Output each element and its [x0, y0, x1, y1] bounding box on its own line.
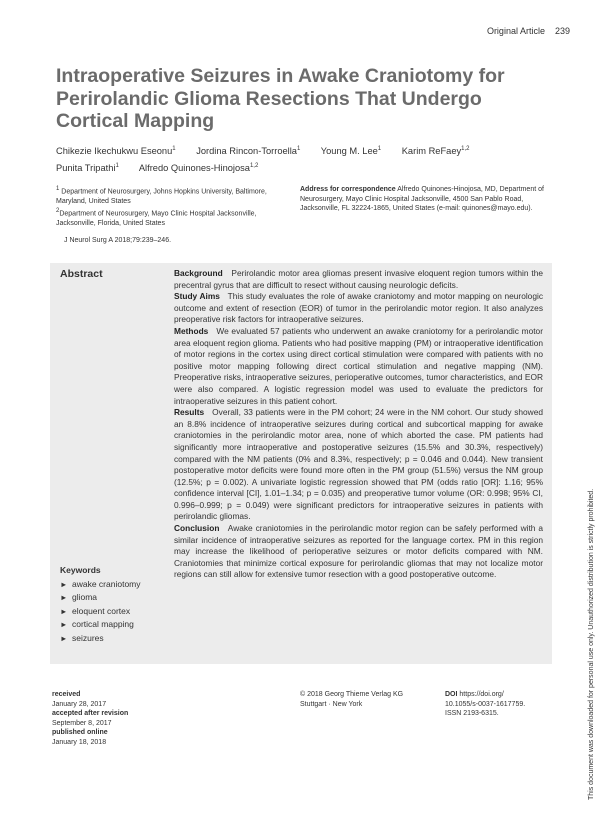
keywords-heading: Keywords	[60, 565, 101, 575]
correspondence-text: Alfredo Quinones-Hinojosa, MD, Department of Neurosurgery, Mayo Clinic Hospital Jacksonville, 4500 San Pablo Road, Jacksonville, FL 32224-1865, United States (e-mail: quinones@mayo.edu).	[300, 186, 544, 212]
doi-link[interactable]: https://doi.org/	[459, 691, 504, 698]
author: Jordina Rincon-Torroella$^1$	[196, 146, 301, 157]
author: Punita Tripathi$^1$	[56, 163, 119, 174]
affiliation-1: $^1$ Department of Neurosurgery, Johns Hopkins University, Baltimore, Maryland, United States	[56, 186, 267, 205]
bullet-arrow-icon: ►	[60, 620, 68, 629]
bullet-arrow-icon: ►	[60, 606, 68, 616]
bullet-arrow-icon: ►	[60, 579, 68, 589]
keyword-item: ► cortical mapping	[60, 618, 170, 632]
abstract-body	[174, 268, 543, 581]
author: Chikezie Ikechukwu Eseonu$^1$	[56, 146, 176, 157]
author: Alfredo Quinones-Hinojosa$^{1,2}$	[138, 163, 259, 174]
article-title: Intraoperative Seizures in Awake Craniotomy for Perirolandic Glioma Resections That Undergo Cortical Mapping	[56, 65, 505, 132]
keyword-item: ► seizures	[60, 632, 170, 646]
article-dates: received January 28, 2017 accepted after revision September 8, 2017 published online January 18, 2018	[52, 691, 129, 746]
keywords	[60, 564, 170, 645]
citation: J Neurol Surg A 2018;79:239–246.	[64, 237, 172, 244]
keyword-item: ► awake craniotomy	[60, 578, 170, 592]
abstract-methods: Methods We evaluated 57 patients who underwent an awake craniotomy for a perirolandic motor area eloquent region glioma. Patients who had positive mapping (PM) or intraoperative identification of motor regions in the cortex using direct cortical stimulation were compared with patients with no positive motor mapping following direct cortical stimulation and negative mapping (NM). Preoperative risks, intraoperative seizures, perioperative outcomes, tumor characteristics, and EOR were also compared. A logistic regression model was used to evaluate the predictors for intraoperative seizures in this patient cohort.	[174, 325, 543, 406]
affiliation-2: $^2$Department of Neurosurgery, Mayo Clinic Hospital Jacksonville, Jacksonville, Florida, United States	[56, 208, 257, 227]
abstract-aims: Study Aims This study evaluates the role of awake craniotomy and motor mapping on neurologic outcome and extent of resection (EOR) of tumor in the perirolandic motor region. It also analyzes preoperative risk factors for intraoperative seizures.	[174, 291, 543, 325]
doi-info: DOI https://doi.org/ 10.1055/s-0037-1617759. ISSN 2193-6315.	[445, 691, 526, 717]
abstract-background: Background Perirolandic motor area gliomas present invasive eloquent region tumors within the precentral gyrus that are difficult to resect without causing neurologic deficits.	[174, 268, 543, 290]
running-header	[0, 26, 570, 36]
author-list	[56, 142, 516, 176]
download-notice: This document was downloaded for personal use only. Unauthorized distribution is strictly prohibited.	[588, 488, 595, 800]
abstract-results: Results Overall, 33 patients were in the PM cohort; 24 were in the NM cohort. Our study showed an 8.8% incidence of intraoperative seizures during cortical and subcortical mapping for awake craniotomies in the perirolandic motor area, none of which aborted the case. PM patients had significantly more intraoperative and postoperative seizures (15.5% and 30.3%, respectively) compared with the NM patients (0% and 8.3%, respectively; p = 0.046 and 0.044). New transient postoperative motor deficits were found more often in the PM group (51.5%) versus the NM group (12.5%; p = 0.002). A univariate logistic regression showed that PM (odds ratio [OR]: 1.16; 95% confidence interval [CI], 1.01–1.34; p = 0.035) and preoperative tumor volume (OR: 0.998; 95% CI, 0.996–0.999; p = 0.049) were significant predictors for intraoperative seizures in patients with perirolandic gliomas.	[174, 407, 543, 522]
correspondence-label: Address for correspondence	[300, 186, 396, 193]
abstract-heading: Abstract	[60, 268, 103, 280]
keyword-item: ► glioma	[60, 591, 170, 605]
page-number: 239	[554, 26, 570, 36]
abstract-conclusion: Conclusion Awake craniotomies in the perirolandic motor region can be safely performed with a similar incidence of intraoperative seizures as reported for the language cortex. PM in this region may increase the likelihood of perioperative seizures or motor deficits compared with NM. Craniotomies that minimize cortical exposure for perirolandic gliomas that may not localize motor regions can still allow for extensive tumor resection with a good postoperative outcome.	[174, 523, 544, 580]
bullet-arrow-icon: ►	[60, 593, 68, 602]
author: Karim ReFaey$^{1,2}$	[401, 146, 470, 157]
section-label: Original Article	[486, 26, 545, 36]
publisher-info: © 2018 Georg Thieme Verlag KG Stuttgart · New York	[300, 691, 404, 708]
bullet-arrow-icon: ►	[60, 633, 68, 643]
author: Young M. Lee$^1$	[320, 146, 382, 157]
keyword-item: ► eloquent cortex	[60, 605, 170, 619]
correspondence-address	[300, 185, 550, 214]
